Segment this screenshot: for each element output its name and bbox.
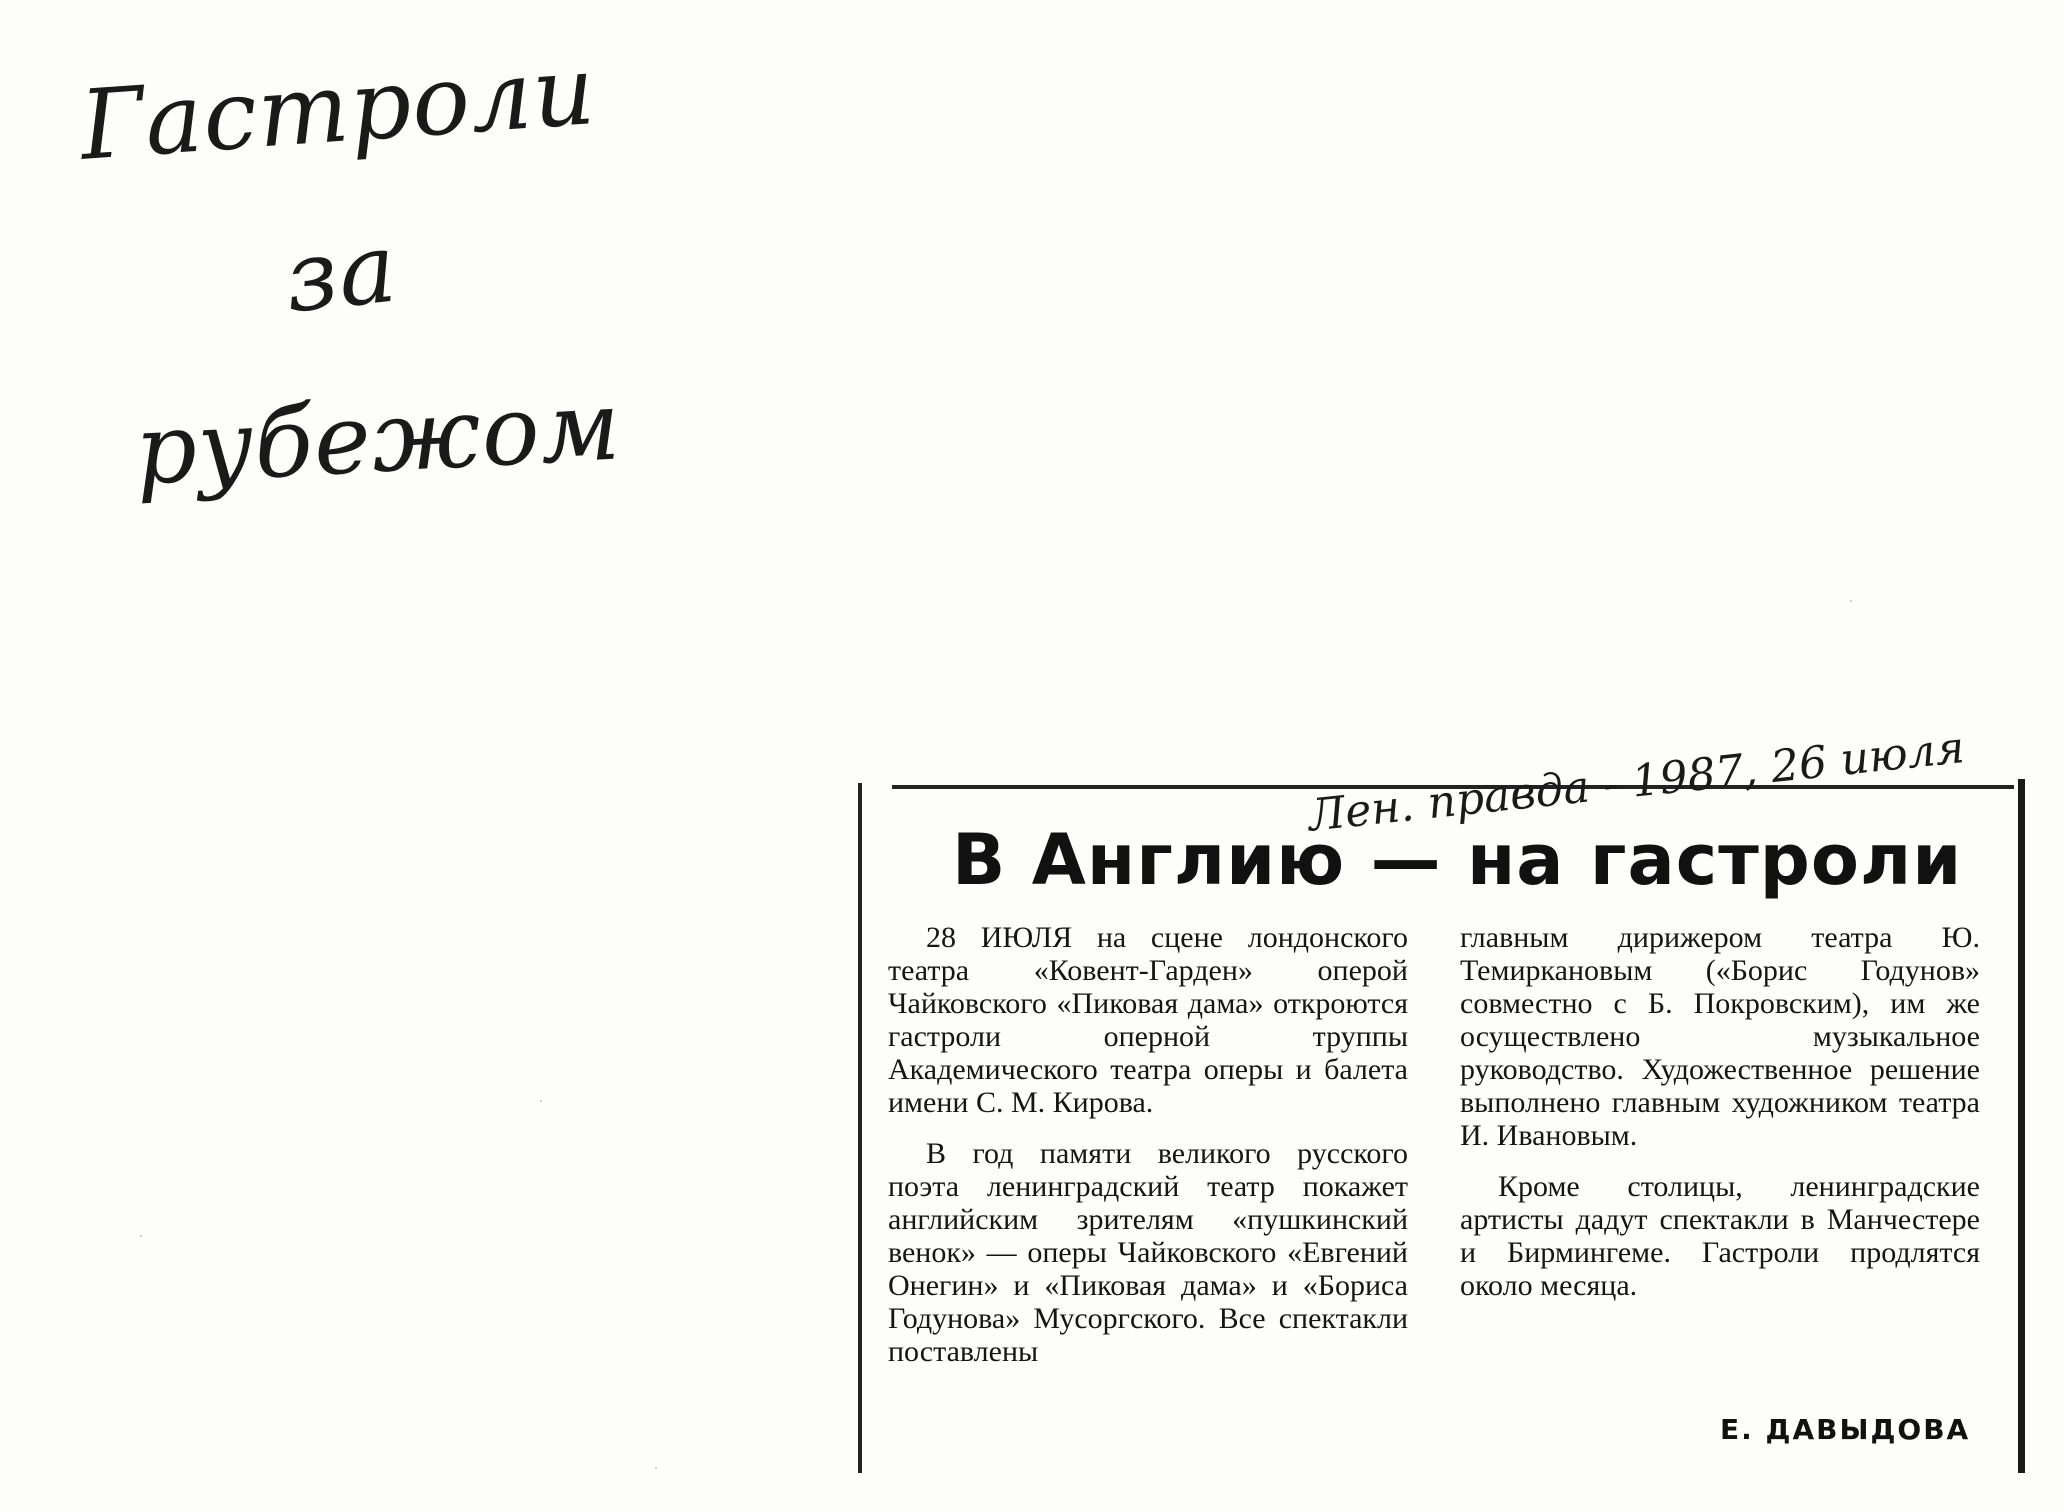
- paper-speck: [140, 1235, 142, 1237]
- handwritten-note-line: за: [279, 211, 403, 335]
- handwritten-note: [70, 34, 630, 560]
- article-column-right: [1460, 921, 1980, 1320]
- newspaper-clipping: [858, 722, 2026, 1473]
- paper-speck: [1850, 600, 1852, 602]
- column-rule-left: [858, 783, 862, 1473]
- article-headline: В Англию — на гастроли: [952, 819, 1963, 901]
- column-rule-right: [2018, 779, 2025, 1473]
- article-column-left: [888, 921, 1408, 1386]
- article-author: Е. ДАВЫДОВА: [1720, 1413, 1971, 1446]
- article-paragraph: Кроме столицы, ленинградские артисты дадут спектакли в Манчестере и Бирмингеме. Гастроли продлятся около месяца.: [1460, 1170, 1980, 1302]
- handwritten-source-note: Лен. правда - 1987, 26 июля: [1306, 722, 1967, 842]
- paper-speck: [655, 1467, 657, 1469]
- handwritten-note-line: Гастроли: [76, 34, 600, 182]
- handwritten-note-line: рубежом: [132, 369, 624, 507]
- article-paragraph: В год памяти великого русского поэта ленинградский театр покажет английским зрителям «пушкинский венок» — оперы Чайковского «Евгений Онегин» и «Пиковая дама» и «Бориса Годунова» Мусоргского. Все спектакли поставлены: [888, 1137, 1408, 1368]
- paper-speck: [540, 1100, 542, 1102]
- article-paragraph: главным дирижером театра Ю. Темиркановым («Борис Годунов» совместно с Б. Покровским), им же осуществлено музыкальное руководство. Художественное решение выполнено главным художником театра И. Ивановым.: [1460, 921, 1980, 1152]
- article-paragraph: 28 ИЮЛЯ на сцене лондонского театра «Ковент-Гарден» оперой Чайковского «Пиковая дама» откроются гастроли оперной труппы Академического театра оперы и балета имени С. М. Кирова.: [888, 921, 1408, 1119]
